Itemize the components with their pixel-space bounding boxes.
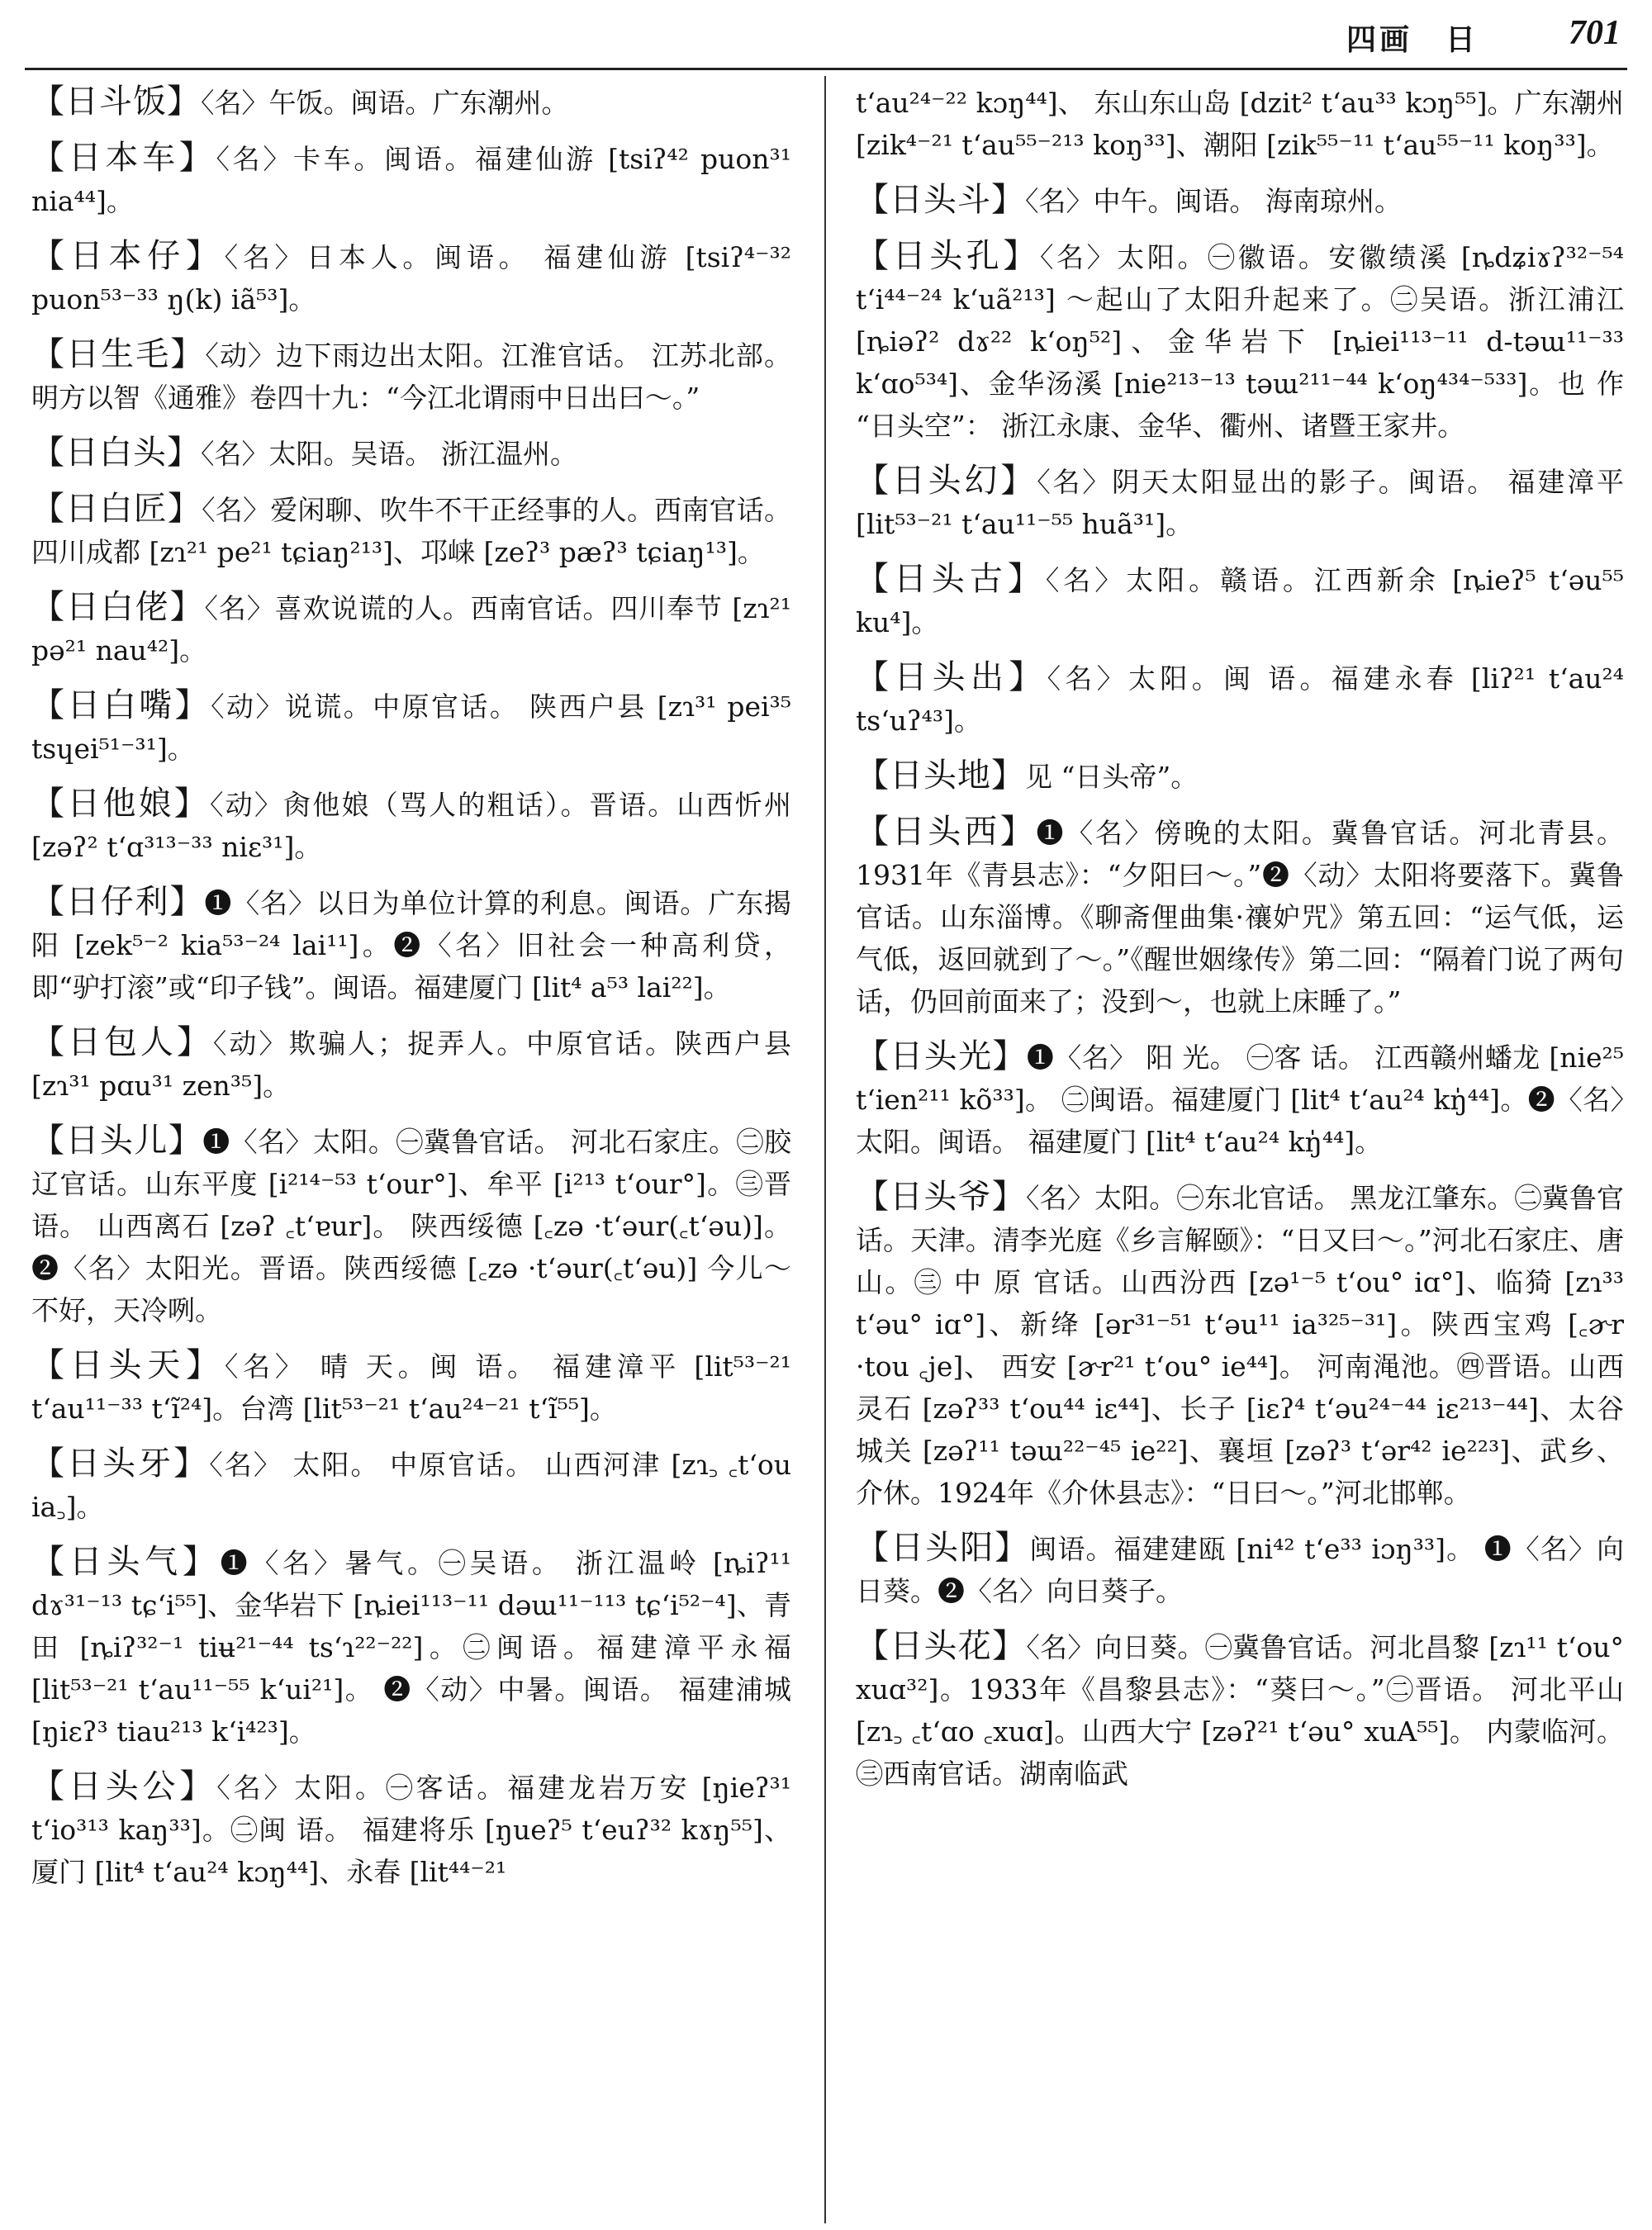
entry-definition: 〈名〉日本人。闽语。 福建仙游 [tsiʔ⁴⁻³² puon⁵³⁻³³ ŋ(k) iã⁵³]。 <box>31 241 791 316</box>
entry-definition: 〈名〉 晴 天。闽 语。 福建漳平 [lit⁵³⁻²¹ t‘au¹¹⁻³³ t‘ĩ²⁴]。台湾 [lit⁵³⁻²¹ t‘au²⁴⁻²¹ t‘ĩ⁵⁵]。 <box>31 1350 791 1425</box>
entry-headword: 【日头西】 <box>856 813 1037 851</box>
entry-headword: 【日头地】 <box>856 757 1025 795</box>
entry-definition: 见 “日头帝”。 <box>1025 761 1199 793</box>
entry-headword: 【日头光】 <box>856 1037 1027 1075</box>
dictionary-entry <box>31 783 791 868</box>
entry-headword: 【日他娘】 <box>31 785 210 823</box>
entry-headword: 【日头儿】 <box>31 1122 203 1160</box>
entry-headword: 【日头斗】 <box>856 181 1025 219</box>
page-number: 701 <box>1569 14 1621 52</box>
entry-headword: 【日白嘴】 <box>31 686 211 724</box>
entry-definition: t‘au²⁴⁻²² kɔŋ⁴⁴]、 东山东山岛 [dzit² t‘au³³ kɔŋ⁵⁵]。广东潮州 [zik⁴⁻²¹ t‘au⁵⁵⁻²¹³ koŋ³³]、潮阳 [zik⁵⁵⁻¹¹ t‘au⁵⁵⁻¹¹ koŋ³³]。 <box>856 87 1624 161</box>
entry-definition: 〈动〉肏他娘（骂人的粗话）。晋语。山西忻州 [zəʔ² t‘ɑ³¹³⁻³³ niɛ³¹]。 <box>31 789 791 863</box>
dictionary-entry <box>856 1527 1624 1612</box>
dictionary-entry <box>31 137 791 222</box>
dictionary-entry <box>31 235 791 320</box>
right-column <box>856 81 1624 2220</box>
entry-definition: 〈动〉欺骗人；捉弄人。中原官话。陕西户县 [zɿ³¹ pɑu³¹ zen³⁵]。 <box>31 1027 791 1102</box>
dictionary-entry <box>31 1345 791 1430</box>
dictionary-entry <box>31 1120 791 1331</box>
dictionary-entry <box>856 1036 1624 1163</box>
column-divider <box>824 76 826 2223</box>
entry-definition: 〈名〉午饭。闽语。广东潮州。 <box>201 87 569 119</box>
dictionary-entry <box>31 432 791 475</box>
entry-definition: 〈名〉爱闲聊、吹牛不干正经事的人。西南官话。四川成都 [zɿ²¹ pe²¹ tɕiaŋ²¹³]、邛崃 [zeʔ³ pæʔ³ tɕiaŋ¹³]。 <box>31 494 791 568</box>
entry-headword: 【日头出】 <box>856 658 1047 696</box>
entry-definition: 〈名〉太阳。吴语。 浙江温州。 <box>201 438 577 470</box>
dictionary-entry <box>856 755 1624 798</box>
entry-definition: 〈名〉太阳。赣语。江西新余 [ȵieʔ⁵ t‘əu⁵⁵ ku⁴]。 <box>856 564 1624 638</box>
dictionary-entry <box>856 657 1624 742</box>
entry-definition: 〈名〉太阳。闽 语。福建永春 [liʔ²¹ t‘au²⁴ ts‘uʔ⁴³]。 <box>856 662 1624 737</box>
dictionary-entry <box>31 488 791 573</box>
dictionary-entry <box>856 81 1624 166</box>
entry-definition: 〈动〉边下雨边出太阳。江淮官话。 江苏北部。明方以智《通雅》卷四十九：“今江北谓雨中日出曰～。” <box>31 339 791 414</box>
entry-definition: ❶〈名〉暑气。㊀吴语。 浙江温岭 [ȵiʔ¹¹ dɤ³¹⁻¹³ tɕ‘i⁵⁵]、金华岩下 [ȵiei¹¹³⁻¹¹ dəɯ¹¹⁻¹¹³ tɕ‘i⁵²⁻⁴]、青田 [ȵiʔ³²⁻¹ tiʉ²¹⁻⁴⁴ ts‘ɿ²²⁻²²]。㊁闽语。福建漳平永福 [lit⁵³⁻²¹ t‘au¹¹⁻⁵⁵ k‘ui²¹]。 ❷〈动〉中暑。闽语。 福建浦城 [ŋiɛʔ³ tiau²¹³ k‘i⁴²³]。 <box>31 1547 791 1748</box>
entry-definition: 〈动〉说谎。中原官话。 陕西户县 [zɿ³¹ pei³⁵ tsɥei⁵¹⁻³¹]。 <box>31 690 791 765</box>
entry-headword: 【日头天】 <box>31 1346 225 1384</box>
dictionary-entry <box>31 685 791 770</box>
dictionary-entry <box>31 81 791 124</box>
entry-definition: 〈名〉卡车。闽语。福建仙游 [tsiʔ⁴² puon³¹ nia⁴⁴]。 <box>31 143 791 217</box>
entry-headword: 【日白头】 <box>31 434 201 472</box>
entry-headword: 【日生毛】 <box>31 335 206 373</box>
entry-headword: 【日头阳】 <box>856 1529 1030 1567</box>
entry-headword: 【日本车】 <box>31 139 216 177</box>
entry-headword: 【日头幻】 <box>856 462 1037 500</box>
entry-headword: 【日头爷】 <box>856 1178 1026 1216</box>
entry-definition: 〈名〉太阳。㊀东北官话。 黑龙江肇东。㊁冀鲁官话。天津。清李光庭《乡言解颐》：“日又曰～。”河北石家庄、唐山。㊂ 中 原 官话。山西汾西 [zə¹⁻⁵ t‘ou° iɑ°]、临猗 [zɿ³³ t‘əu° iɑ°]、新绛 [ər³¹⁻⁵¹ t‘əu¹¹ ia³²⁵⁻³¹]。陕西宝鸡 [꜀ɚr ·tou ꜀je]、 西安 [ɚr²¹ t‘ou° ie⁴⁴]。 河南渑池。㊃晋语。山西灵石 [zəʔ³³ t‘ou⁴⁴ iɛ⁴⁴]、长子 [iɛʔ⁴ t‘əu²⁴⁻⁴⁴ iɛ²¹³⁻⁴⁴]、太谷城关 [zəʔ¹¹ təɯ²²⁻⁴⁵ ie²²]、襄垣 [zəʔ³ t‘ər⁴² ie²²³]、武乡、介休。1924年《介休县志》：“日曰～。”河北邯郸。 <box>856 1182 1624 1509</box>
entry-definition: ❶〈名〉以日为单位计算的利息。闽语。广东揭阳 [zek⁵⁻² kia⁵³⁻²⁴ lai¹¹]。❷〈名〉旧社会一种高利贷，即“驴打滚”或“印子钱”。闽语。福建厦门 [lit⁴ a⁵³ lai²²]。 <box>31 887 791 1004</box>
entry-definition: 闽语。福建建瓯 [ni⁴² t‘e³³ iɔŋ³³]。 ❶〈名〉向日葵。❷〈名〉向日葵子。 <box>856 1533 1624 1607</box>
dictionary-entry <box>31 881 791 1008</box>
entry-definition: 〈名〉向日葵。㊀冀鲁官话。河北昌黎 [zɿ¹¹ t‘ou° xuɑ³²]。1933年《昌黎县志》：“葵曰～。”㊁晋语。 河北平山 [zɿ꜆ ꜀t‘ɑo ꜀xuɑ]。山西大宁 [zəʔ²¹ t‘əu° xuA⁵⁵]。 内蒙临河。㊂西南官话。湖南临武 <box>856 1631 1624 1790</box>
entry-definition: ❶〈名〉 阳 光。 ㊀客 话。 江西赣州蟠龙 [nie²⁵ t‘ien²¹¹ kõ³³]。 ㊁闽语。福建厦门 [lit⁴ t‘au²⁴ kŋ̍⁴⁴]。❷〈名〉太阳。闽语。 福建厦门 [lit⁴ t‘au²⁴ kŋ̍⁴⁴]。 <box>856 1041 1624 1158</box>
entry-headword: 【日本仔】 <box>31 237 225 275</box>
section-title: 四画 日 <box>1346 23 1479 57</box>
entry-headword: 【日包人】 <box>31 1023 213 1061</box>
entry-definition: 〈名〉太阳。㊀客话。福建龙岩万安 [ŋieʔ³¹ t‘io³¹³ kaŋ³³]。㊁闽 语。 福建将乐 [ŋueʔ⁵ t‘euʔ³² kɤŋ⁵⁵]、厦门 [lit⁴ t‘au²⁴ kɔŋ⁴⁴]、永春 [lit⁴⁴⁻²¹ <box>31 1772 791 1888</box>
dictionary-entry <box>31 586 791 671</box>
entry-headword: 【日头古】 <box>856 560 1046 598</box>
dictionary-entry <box>856 179 1624 222</box>
entry-definition: 〈名〉阴天太阳显出的影子。闽语。 福建漳平 [lit⁵³⁻²¹ t‘au¹¹⁻⁵⁵ huã³¹]。 <box>856 466 1624 540</box>
entry-definition: ❶〈名〉太阳。㊀冀鲁官话。 河北石家庄。㊁胶辽官话。山东平度 [i²¹⁴⁻⁵³ t‘our°]、牟平 [i²¹³ t‘our°]。㊂晋语。 山西离石 [zəʔ ꜀t‘ɐur]。 陕西绥德 [꜀zə ·t‘əur(꜀t‘əu)]。 ❷〈名〉太阳光。晋语。陕西绥德 [꜀zə ·t‘əur(꜀t‘əu)] 今儿～不好，天冷咧。 <box>31 1126 791 1326</box>
entry-headword: 【日头气】 <box>31 1543 221 1581</box>
dictionary-entry <box>856 460 1624 545</box>
entry-definition: 〈名〉 太阳。 中原官话。 山西河津 [zɿ꜆ ꜀t‘ou ia꜆]。 <box>31 1449 791 1523</box>
dictionary-entry <box>856 811 1624 1022</box>
entry-definition: 〈名〉喜欢说谎的人。西南官话。四川奉节 [zɿ²¹ pə²¹ nau⁴²]。 <box>31 592 791 667</box>
dictionary-entry <box>31 334 791 419</box>
entry-headword: 【日头孔】 <box>856 237 1040 275</box>
entry-headword: 【日斗饭】 <box>31 83 201 121</box>
dictionary-entry <box>856 235 1624 447</box>
entry-headword: 【日仔利】 <box>31 883 205 921</box>
dictionary-entry <box>31 1766 791 1893</box>
entry-definition: ❶〈名〉傍晚的太阳。冀鲁官话。河北青县。1931年《青县志》：“夕阳曰～。”❷〈动〉太阳将要落下。冀鲁官话。山东淄博。《聊斋俚曲集·禳妒咒》第五回：“运气低，运气低，返回就到了～。”《醒世姻缘传》第二回：“隔着门说了两句话，仍回前面来了；没到～，也就上床睡了。” <box>856 817 1624 1018</box>
entry-definition: 〈名〉中午。闽语。 海南琼州。 <box>1025 185 1402 217</box>
entry-definition: 〈名〉太阳。㊀徽语。安徽绩溪 [ȵdʑiɤʔ³²⁻⁵⁴ t‘i⁴⁴⁻²⁴ k‘uã²¹³] ～起山了太阳升起来了。㊁吴语。浙江浦江 [ȵiəʔ² dɤ²² k‘oŋ⁵²]、金华岩下 [ȵiei¹¹³⁻¹¹ d-təɯ¹¹⁻³³ k‘ɑo⁵³⁴]、金华汤溪 [nie²¹³⁻¹³ təɯ²¹¹⁻⁴⁴ k‘oŋ⁴³⁴⁻⁵³³]。也 作 “日头空”： 浙江永康、金华、衢州、诸暨王家井。 <box>856 241 1624 442</box>
entry-headword: 【日头花】 <box>856 1627 1027 1665</box>
dictionary-entry <box>31 1022 791 1107</box>
dictionary-entry <box>856 1625 1624 1795</box>
page-header <box>25 10 1627 70</box>
dictionary-entry <box>31 1443 791 1528</box>
dictionary-entry <box>31 1541 791 1753</box>
entry-headword: 【日头公】 <box>31 1767 217 1805</box>
entry-headword: 【日白匠】 <box>31 490 202 528</box>
dictionary-entry <box>856 1176 1624 1514</box>
entry-headword: 【日头牙】 <box>31 1445 210 1483</box>
left-column <box>31 81 791 2220</box>
entry-headword: 【日白佬】 <box>31 588 205 626</box>
dictionary-entry <box>856 558 1624 643</box>
